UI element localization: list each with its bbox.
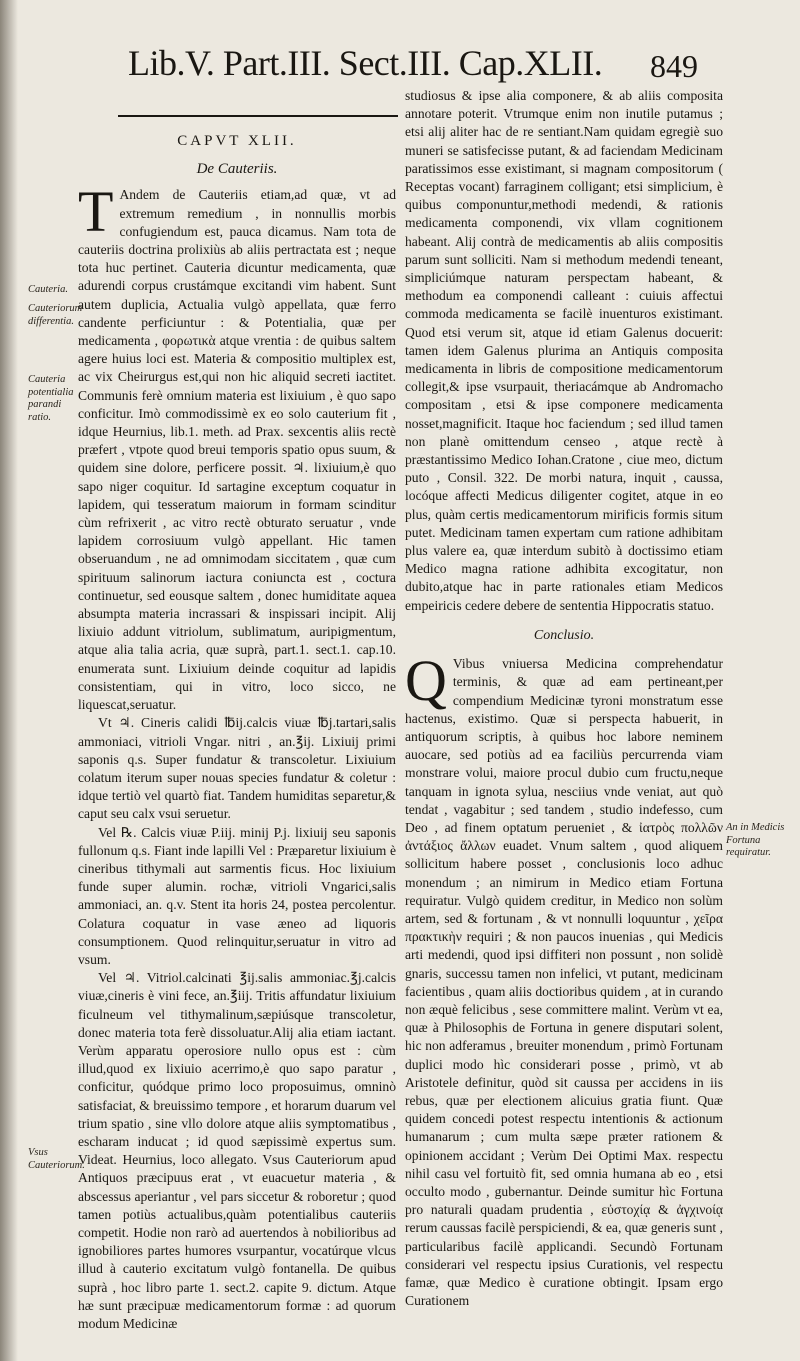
paragraph: Vel ℞. Calcis viuæ P.iij. minij P.j. lixiuij seu saponis fullonum q.s. Fiant inde lapilli Vel : Præparetur lixiuium è cineribus tithymali aut sarmentis ficus. Hoc lixiuium funde super alumin. rochæ, vitrioli Vngarici,salis ammoniaci, an. q.v. Stent ita horis 24, postea percolentur. Colatura coquatur in vase æneo ad liquoris consumptionem. Quod relinquitur,seruatur in vitro ad vsum. bbox=[78, 824, 396, 967]
chapter-subtitle: De Cauteriis. bbox=[196, 161, 278, 178]
binding-shadow bbox=[0, 0, 18, 1361]
section-title: Conclusio. bbox=[533, 627, 595, 643]
paragraph: studiosus & ipse alia componere, & ab aliis composita annotare poterit. Vtrumque enim non inutile putamus ; etsi alij aliter hac de re sentiant.Nam quidam egregiè suo muneri se satisfecisse putant, & ad faciendam Medicinam paratissimos esse existimant, si magnam compositorum ( Receptas vocant) farraginem colligant; etsi simplicium, è quibus componuntur,methodi medendi, & rationis medicamenta componendi, vix vllam cognitionem habeant. Alij contrà de medicamentis ab aliis compositis parum sunt solliciti. Nam si methodum medendi teneant, simpliciúmque naturam perspectam habeant, & methodum ea componendi calleant : cuiuis affectui commoda medicamenta se facilè inuenturos existimant. Quod etsi verum sit, atque id etiam Galenus docuerit: tamen idem Galenus plurima an Antiquis composita medicamenta in libris de compositione medicamentorum collegit,& ipse vsurpauit, theriacámque ab Andromacho compositam , etsi & ipse componere medicamenta nosset,magnificit. Itaque hoc faciendum ; sed illud tamen non planè omittendum censeo , atque rectè à præstantissimo Medico Iohan.Cratone , ciue meo, dictum puto , Consil. 322. De morbi natura, inquit , caussa, locóque affecti Medicus diligenter cogitet, atque in eo plus, quàm certis medicamentorum mirificis formis situm putet. Medicinam tamen expertam cum ratione adhibitam plus valere ea, quæ interdum subitò à doctissimo etiam Medico magna ratione adhibita excogitatur, non dubito,atque hac in parte rationales etiam Medicos empeiricis cedere debere de sententia Hippocratis statuo. bbox=[405, 88, 723, 613]
right-column bbox=[405, 87, 723, 1310]
header-rule bbox=[118, 115, 398, 117]
drop-cap: Q bbox=[405, 648, 447, 714]
chapter-title: CAPVT XLII. bbox=[177, 133, 297, 149]
margin-note-cauteria: Cauteria. bbox=[28, 284, 68, 295]
margin-note-differentia: Cauteriorum differentia. bbox=[28, 303, 83, 327]
running-title: Lib.V. Part.III. Sect.III. Cap.XLII. bbox=[128, 43, 603, 83]
paragraph: Vt ♃. Cineris calidi ℔ij.calcis viuæ ℔j.tartari,salis ammoniaci, vitrioli Vngar. nitri , an.℥ij. Lixiuij primi saponis q.s. Super fundatur & transcoletur. Lixiuium colatum iterum super nouas species fundatur & coletur : idque tertiò vel quartò fiat. Tandem humiditas separetur,& caput seu calx vsui seruetur. bbox=[78, 715, 396, 822]
drop-cap: T bbox=[78, 179, 114, 245]
paragraph-text: Vibus vniuersa Medicina comprehendatur terminis, & quæ ad eam pertineant,per compendium Medicinæ tyroni monstratum esse hactenus, existimo. Quæ si perspecta habuerit, in antiquorum scriptis, à quibus hoc labore neminem auocare, sed potiùs ad ea faciliùs percurrenda viam monstrare volui, maiore procul dubio cum fructu,neque tanquam in ignota sylua, nesciius vnde veniat, aut quò tendat , vagabitur ; sed tandem , studio indefesso, cum Deo , ad finem optatum perueniet , & ἰατρὸς πολλῶν ἀντάξιος ἄλλων euadet. Vnum saltem , quod aliquem sollicitum habere posset , conclusionis loco adhuc monendum ; an nimirum in Medico etiam Fortuna requiratur. Vulgò quidem creditur, in Medico non solùm artem, sed & fortunam , & vt nonnulli loquuntur , χεῖρα πρακτικὴν requiri ; & non paucos inuenias , qui Medicis arti medendi, quod ipsi diffiteri non possunt , non solidè gnaris, successu tamen non infelici, vt putant, medicinam facientibus , quam aliis doctioribus quidem , at in curando non æquè felicibus , sese committere malint. Verùm vt ea, quæ à Philosophis de Fortuna in genere disputari solent, hic non adferamus , breuiter monendum , primò Fortunam duplici modo hìc considerari posse , primò, vt ab Aristotele definitur, quòd sit caussa per accidens in iis rebus, quæ per electionem alicuius gratia fiunt. Quæ quidem concedi potest respectu intentionis & actionum humanarum ; cum multa sæpe præter rationem & opinionem accidant ; Verùm Dei Optimi Max. respectu nihil casu vel fortuitò fit, sed omnia humana ab eo , etsi occulto modo , gubernantur. Deinde sumitur hìc Fortuna pro naturali quadam prudentia , εὐστοχίᾳ & ἀγχινοίᾳ rerum caussas facilè perspiciendi, & ea, quæ generis sunt , particularibus facilè applicandi. Secundò Fortunam considerari vel respectu ipsius Curationis, vel respectu famæ, quæ Medico è curatione obtingit. Ipsam ergo Curationem bbox=[405, 656, 723, 1309]
paragraph-text: Andem de Cauteriis etiam,ad quæ, vt ad extremum remedium , in nonnullis morbis confugiendum est, pauca dicamus. Nam tota de cauteriis doctrina prolixiùs ab aliis pertractata est ; neque tota huc pertinet. Cauteria dicuntur medicamenta, quæ adurendi corpus crustámque excitandi vim habent. Sunt autem duplicia, Actualia vulgò appellata, quæ ferro candente perficiuntur : & Potentialia, quæ per medicamenta , φορωτικὰ atque vrentia : de quibus saltem agere huius loci est. Materia & compositio multiplex est, ac vix Cheirurgus est,qui non hic aliquid secreti iactitet. Communis ferè omnium materia est lixiuium , è quo sapo conficitur. Imò commodissimè ex eo solo cauterium fit , idque Heurnius, lib.1. meth. ad Prax. sexcentis aliis rectè præfert , vtpote quod breui temporis spatio opus suum, & quidem sine dolore, perficere possit. ♃. lixiuium,è quo sapo niger coquitur. Id sartagine exceptum coquatur in lapidem, qui tesseratum maiorum in formam scinditur cùm refrixerit , ac vitro rectè obturato seruatur , vnde lapidem corrosiuum vulgò appellant. Hic tamen obseruandum , ne ad omnimodam siccitatem , quæ cum spirituum salinorum iactura coniuncta est , coctura continuetur, sed eousque saltem , donec humiditate aquea absumpta materia incrassari & inspissari incipit. Alij lixiuio addunt vitriolum, sublimatum, auripigmentum, atque alia talia acria, quæ suprà, part.1. sect.1. cap.10. enumerata sunt. Lixiuium deinde coquitur ad lapidis consistentiam, qui in vitro, loco sicco, ne liquescat,seruatur. bbox=[78, 187, 396, 713]
margin-note-potentialia: Cauteria potentialia parandi ratio. bbox=[28, 374, 74, 423]
paragraph bbox=[78, 179, 396, 714]
paragraph bbox=[405, 648, 723, 1310]
page-number: 849 bbox=[650, 48, 698, 84]
paragraph: Vel ♃. Vitriol.calcinati ℥ij.salis ammoniac.℥j.calcis viuæ,cineris è vini fece, an.℥iij. Tritis affundatur lixiuium ficulneum vel tithymalinum,sæpiúsque transcoletur, donec materia tota ferè dissoluatur.Alij alia etiam iactant. Verùm apparatu operosiore nullo opus est : cùm illud,quod ex lixiuio acerrimo,è quo sapo paratur , conficitur, quódque primo loco proposuimus, omninò satisfaciat, & breuissimo tempore , et horarum duarum vel trium spatio , sine vllo dolore atque aliis symptomatibus , escharam inducat ; id quod sæpissimè expertus sum. Videat. Heurnius, loco allegato. Vsus Cauteriorum apud Antiquos præcipuus erat , vt euacuetur materia , & abscessus aperiantur , vel pars siccetur & roboretur ; quod tamen potiùs actualibus,quàm potentialibus cauteriis competit. Hodie non rarò ad auertendos à nobilioribus ad ignobiliores partes humores vsurpantur, vocatúrque vlcus illud à cauterio excitatum vulgò fontanella. De quibus suprà , hoc libro parte 1. sect.2. capite 9. dictum. Atque hæ sunt præcipuæ medicamentorum formæ : ad quorum modum Medicinæ bbox=[78, 970, 396, 1331]
left-column bbox=[78, 128, 396, 1333]
margin-note-fortuna: An in Medicis Fortuna requiratur. bbox=[726, 822, 785, 858]
margin-note-usus: Vsus Cauteriorum. bbox=[28, 1147, 85, 1171]
